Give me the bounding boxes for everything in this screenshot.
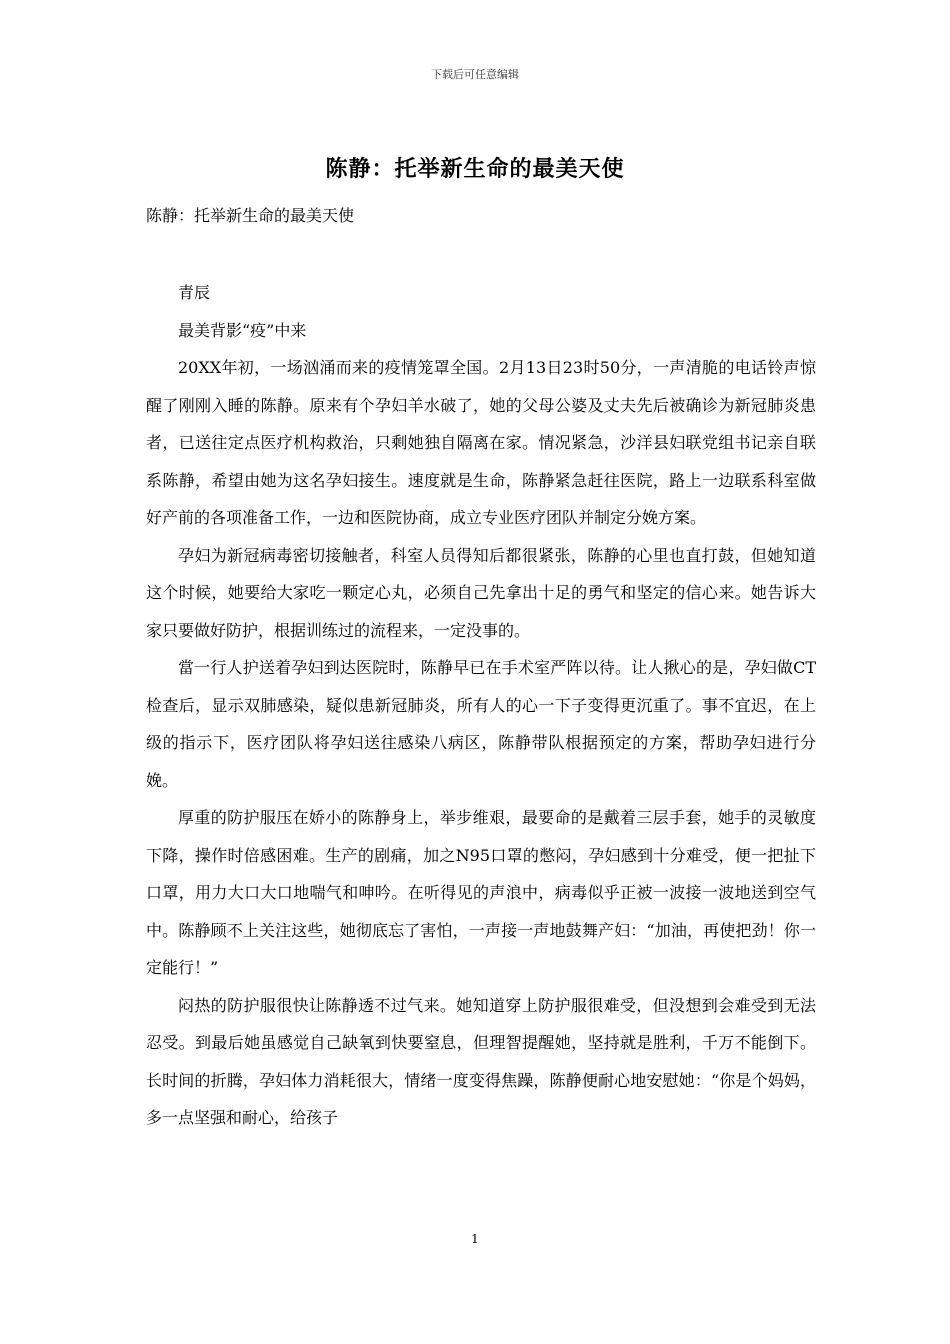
page-number: 1 — [471, 1232, 479, 1246]
document-subtitle: 陈静：托举新生命的最美天使 — [146, 206, 355, 225]
document-body — [146, 274, 816, 1137]
paragraph: 孕妇为新冠病毒密切接触者，科室人员得知后都很紧张，陈静的心里也直打鼓，但她知道这个时候，她要给大家吃一颗定心丸，必须自己先拿出十足的勇气和坚定的信心来。她告诉大家只要做好防护，根据训练过的流程来，一定没事的。 — [146, 545, 816, 640]
author-line: 青辰 — [178, 283, 211, 302]
document-title: 陈静：托举新生命的最美天使 — [325, 156, 625, 182]
section-heading: 最美背影“疫”中来 — [178, 320, 307, 340]
paragraph: 厚重的防护服压在娇小的陈静身上，举步维艰，最要命的是戴着三层手套，她手的灵敏度下降，操作时倍感困难。生产的剧痛，加之N95口罩的憋闷，孕妇感到十分难受，便一把扯下口罩，用力大口大口地喘气和呻吟。在听得见的声浪中，病毒似乎正被一波接一波地送到空气中。陈静顾不上关注这些，她彻底忘了害怕，一声接一声地鼓舞产妇：“加油，再使把劲！你一定能行！” — [146, 808, 816, 977]
paragraph: 當一行人护送着孕妇到达医院时，陈静早已在手术室严阵以待。让人揪心的是，孕妇做CT检查后，显示双肺感染，疑似患新冠肺炎，所有人的心一下子变得更沉重了。事不宜迟，在上级的指示下，医疗团队将孕妇送往感染八病区，陈静带队根据预定的方案，帮助孕妇进行分娩。 — [146, 658, 816, 790]
page-header: 下载后可任意编辑 — [431, 68, 519, 81]
paragraph: 20XX年初，一场汹涌而来的疫情笼罩全国。2月13日23时50分，一声清脆的电话铃声惊醒了刚刚入睡的陈静。原来有个孕妇羊水破了，她的父母公婆及丈夫先后被确诊为新冠肺炎患者，已送往定点医疗机构救治，只剩她独自隔离在家。情况紧急，沙洋县妇联党组书记亲自联系陈静，希望由她为这名孕妇接生。速度就是生命，陈静紧急赶往医院，路上一边联系科室做好产前的各项准备工作，一边和医院协商，成立专业医疗团队并制定分娩方案。 — [146, 358, 816, 527]
paragraph: 闷热的防护服很快让陈静透不过气来。她知道穿上防护服很难受，但没想到会难受到无法忍受。到最后她虽感觉自己缺氧到快要窒息，但理智提醒她，坚持就是胜利，千万不能倒下。长时间的折腾，孕妇体力消耗很大，情绪一度变得焦躁，陈静便耐心地安慰她：“你是个妈妈，多一点坚强和耐心，给孩子 — [146, 995, 816, 1127]
